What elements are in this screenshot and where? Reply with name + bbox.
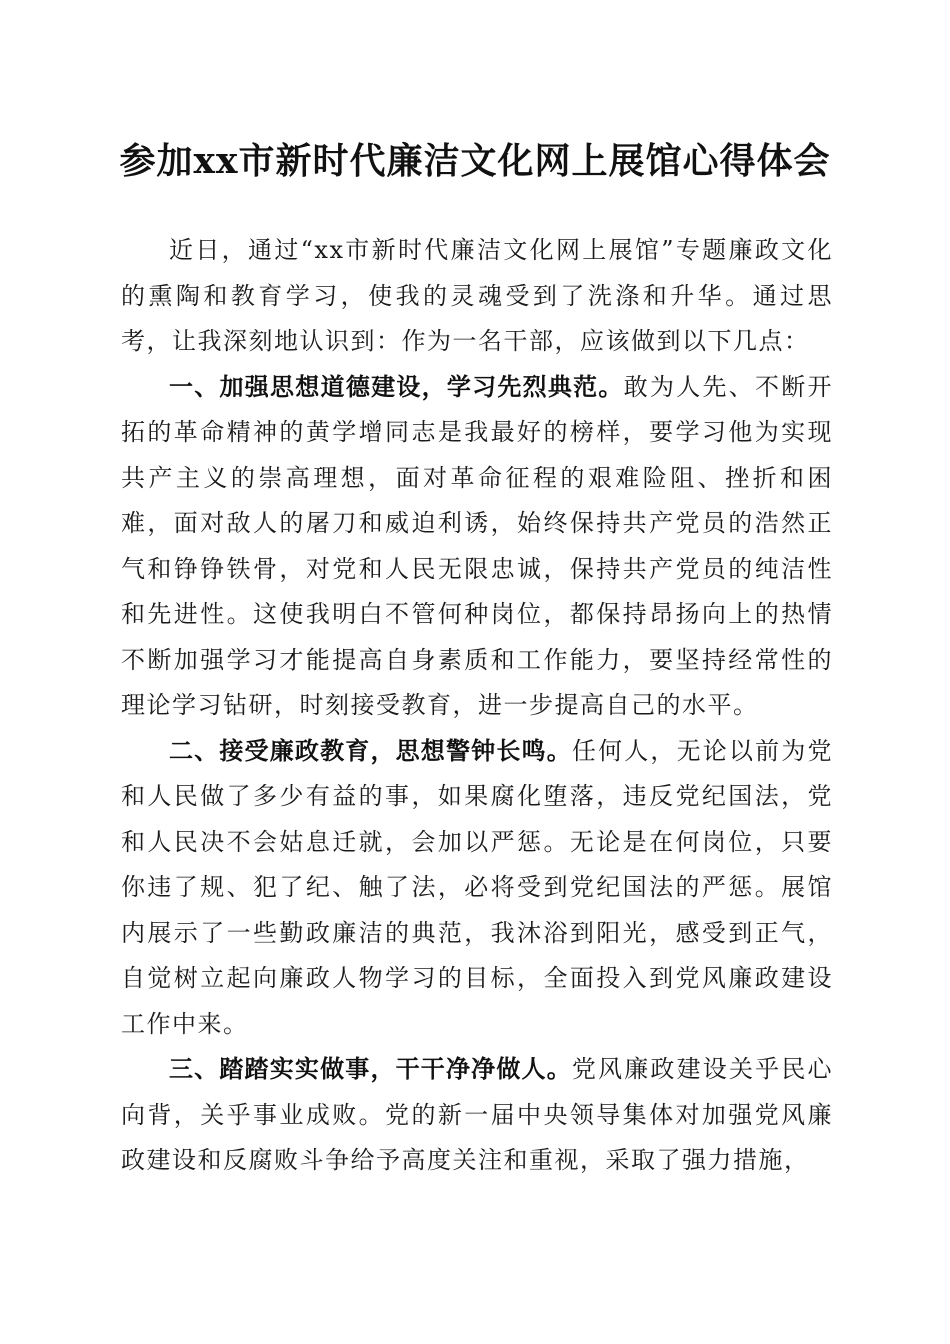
document-body	[121, 228, 833, 1184]
document-title: 参加xx市新时代廉洁文化网上展馆心得体会	[119, 140, 831, 182]
intro-paragraph: 近日，通过“xx市新时代廉洁文化网上展馆”专题廉政文化的熏陶和教育学习，使我的灵魂受到了洗涤和升华。通过思考，让我深刻地认识到：作为一名干部，应该做到以下几点：	[121, 236, 833, 355]
section-text-1: 敢为人先、不断开拓的革命精神的黄学增同志是我最好的榜样，要学习他为实现共产主义的崇高理想，面对革命征程的艰难险阻、挫折和困难，面对敌人的屠刀和威迫利诱，始终保持共产党员的浩然正气和铮铮铁骨，对党和人民无限忠诚，保持共产党员的纯洁性和先进性。这使我明白不管何种岗位，都保持昂扬向上的热情不断加强学习才能提高自身素质和工作能力，要坚持经常性的理论学习钻研，时刻接受教育，进一步提高自己的水平。	[121, 372, 834, 719]
section-heading-2: 二、接受廉政教育，思想警钟长鸣。	[169, 736, 572, 765]
section-paragraph-1	[121, 365, 833, 729]
section-paragraph-2	[121, 729, 833, 1048]
section-heading-1: 一、加强思想道德建设，学习先烈典范。	[169, 372, 624, 401]
section-heading-3: 三、踏踏实实做事，干干净净做人。	[169, 1055, 572, 1083]
section-paragraph-3	[121, 1047, 833, 1184]
section-text-3: 党风廉政建设关乎民心向背，关乎事业成败。党的新一届中央领导集体对加强党风廉政建设和反腐败斗争给予高度关注和重视，采取了强力措施，	[121, 1055, 834, 1174]
section-text-2: 任何人，无论以前为党和人民做了多少有益的事，如果腐化堕落，违反党纪国法，党和人民决不会姑息迁就，会加以严惩。无论是在何岗位，只要你违了规、犯了纪、触了法，必将受到党纪国法的严惩。展馆内展示了一些勤政廉洁的典范，我沐浴到阳光，感受到正气，自觉树立起向廉政人物学习的目标，全面投入到党风廉政建设工作中来。	[121, 736, 834, 1038]
